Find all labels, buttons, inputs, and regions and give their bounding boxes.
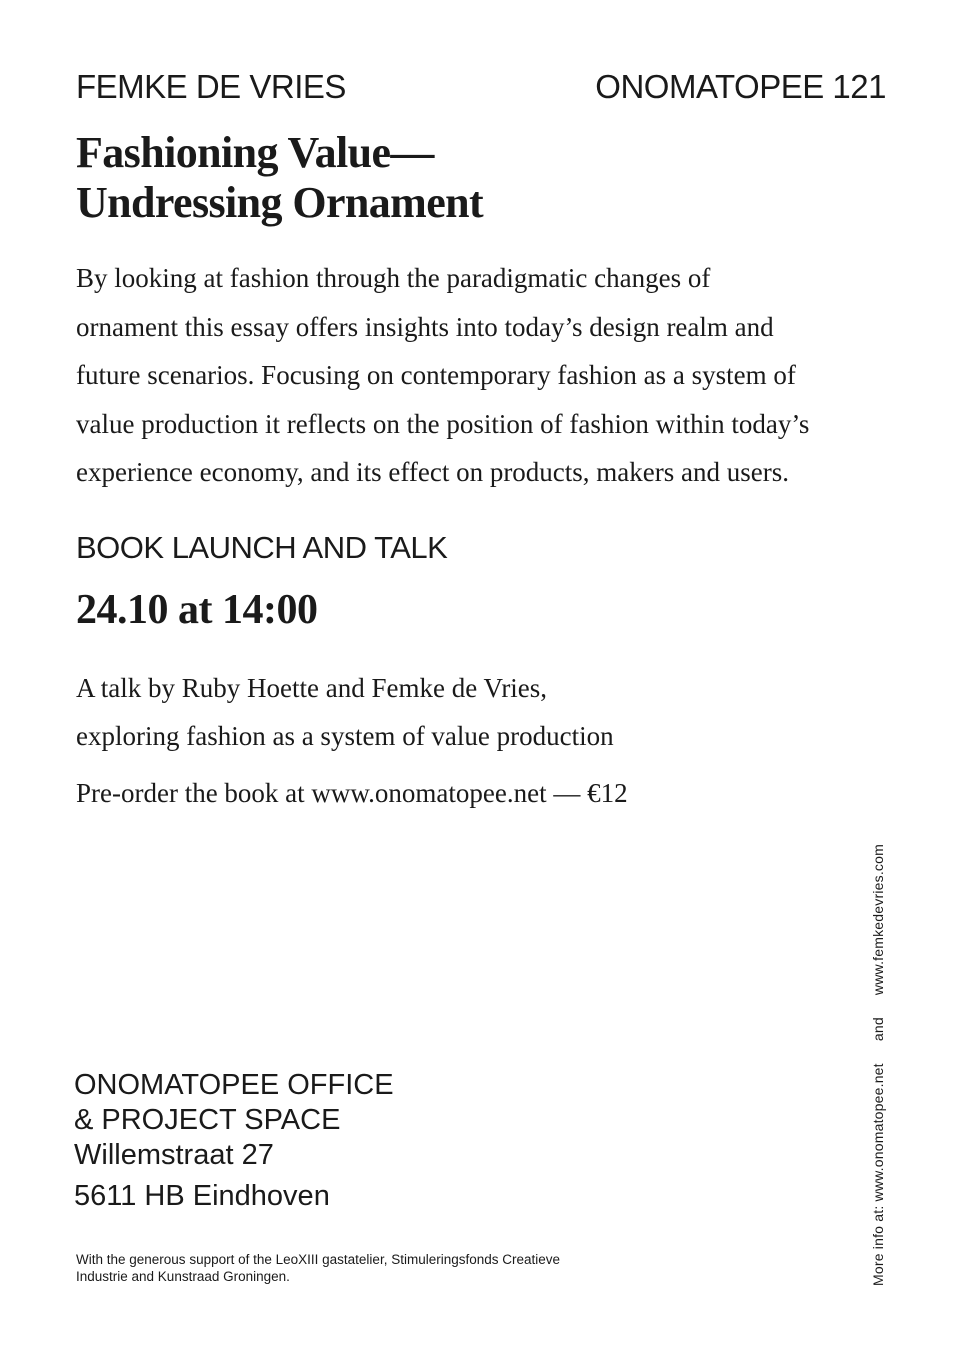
support-credits (76, 1251, 676, 1285)
venue-city: 5611 HB Eindhoven (74, 1180, 330, 1212)
support-line-1: With the generous support of the LeoXIII gastatelier, Stimuleringsfonds Creatieve (76, 1252, 561, 1267)
link-femkedevries[interactable]: www.femkedevries.com (870, 844, 886, 996)
intro-line: ornament this essay offers insights into today’s design realm and (76, 311, 774, 342)
more-info-vertical (870, 844, 886, 1286)
talk-line-1: A talk by Ruby Hoette and Femke de Vries, (76, 673, 548, 703)
event-label: BOOK LAUNCH AND TALK (76, 530, 448, 565)
book-title-line-1: Fashioning Value— (76, 128, 434, 177)
book-title (76, 128, 483, 228)
more-info-conjunction: and (870, 1017, 886, 1042)
link-onomatopee[interactable]: www.onomatopee.net (870, 1063, 886, 1202)
venue-name-line-1: ONOMATOPEE OFFICE (74, 1069, 394, 1101)
series-number: ONOMATOPEE 121 (595, 68, 886, 105)
venue-address (74, 1068, 394, 1214)
author-name: FEMKE DE VRIES (76, 68, 346, 105)
talk-description (76, 664, 614, 760)
venue-street: Willemstraat 27 (74, 1139, 274, 1171)
event-datetime: 24.10 at 14:00 (76, 587, 318, 633)
venue-name-line-2: & PROJECT SPACE (74, 1104, 341, 1136)
preorder-text: Pre-order the book at www.onomatopee.net — €12 (76, 778, 628, 808)
support-line-2: Industrie and Kunstraad Groningen. (76, 1269, 290, 1284)
intro-line: By looking at fashion through the paradigmatic changes of (76, 263, 711, 293)
talk-line-2: exploring fashion as a system of value production (76, 721, 614, 751)
intro-line: experience economy, and its effect on products, makers and users. (76, 457, 789, 487)
book-title-line-2: Undressing Ornament (76, 178, 484, 227)
more-info-prefix: More info at: (870, 1205, 886, 1286)
intro-line: future scenarios. Focusing on contemporary fashion as a system of (76, 360, 796, 390)
intro-line: value production it reflects on the position of fashion within today’s (76, 408, 810, 439)
intro-paragraph (76, 254, 906, 497)
